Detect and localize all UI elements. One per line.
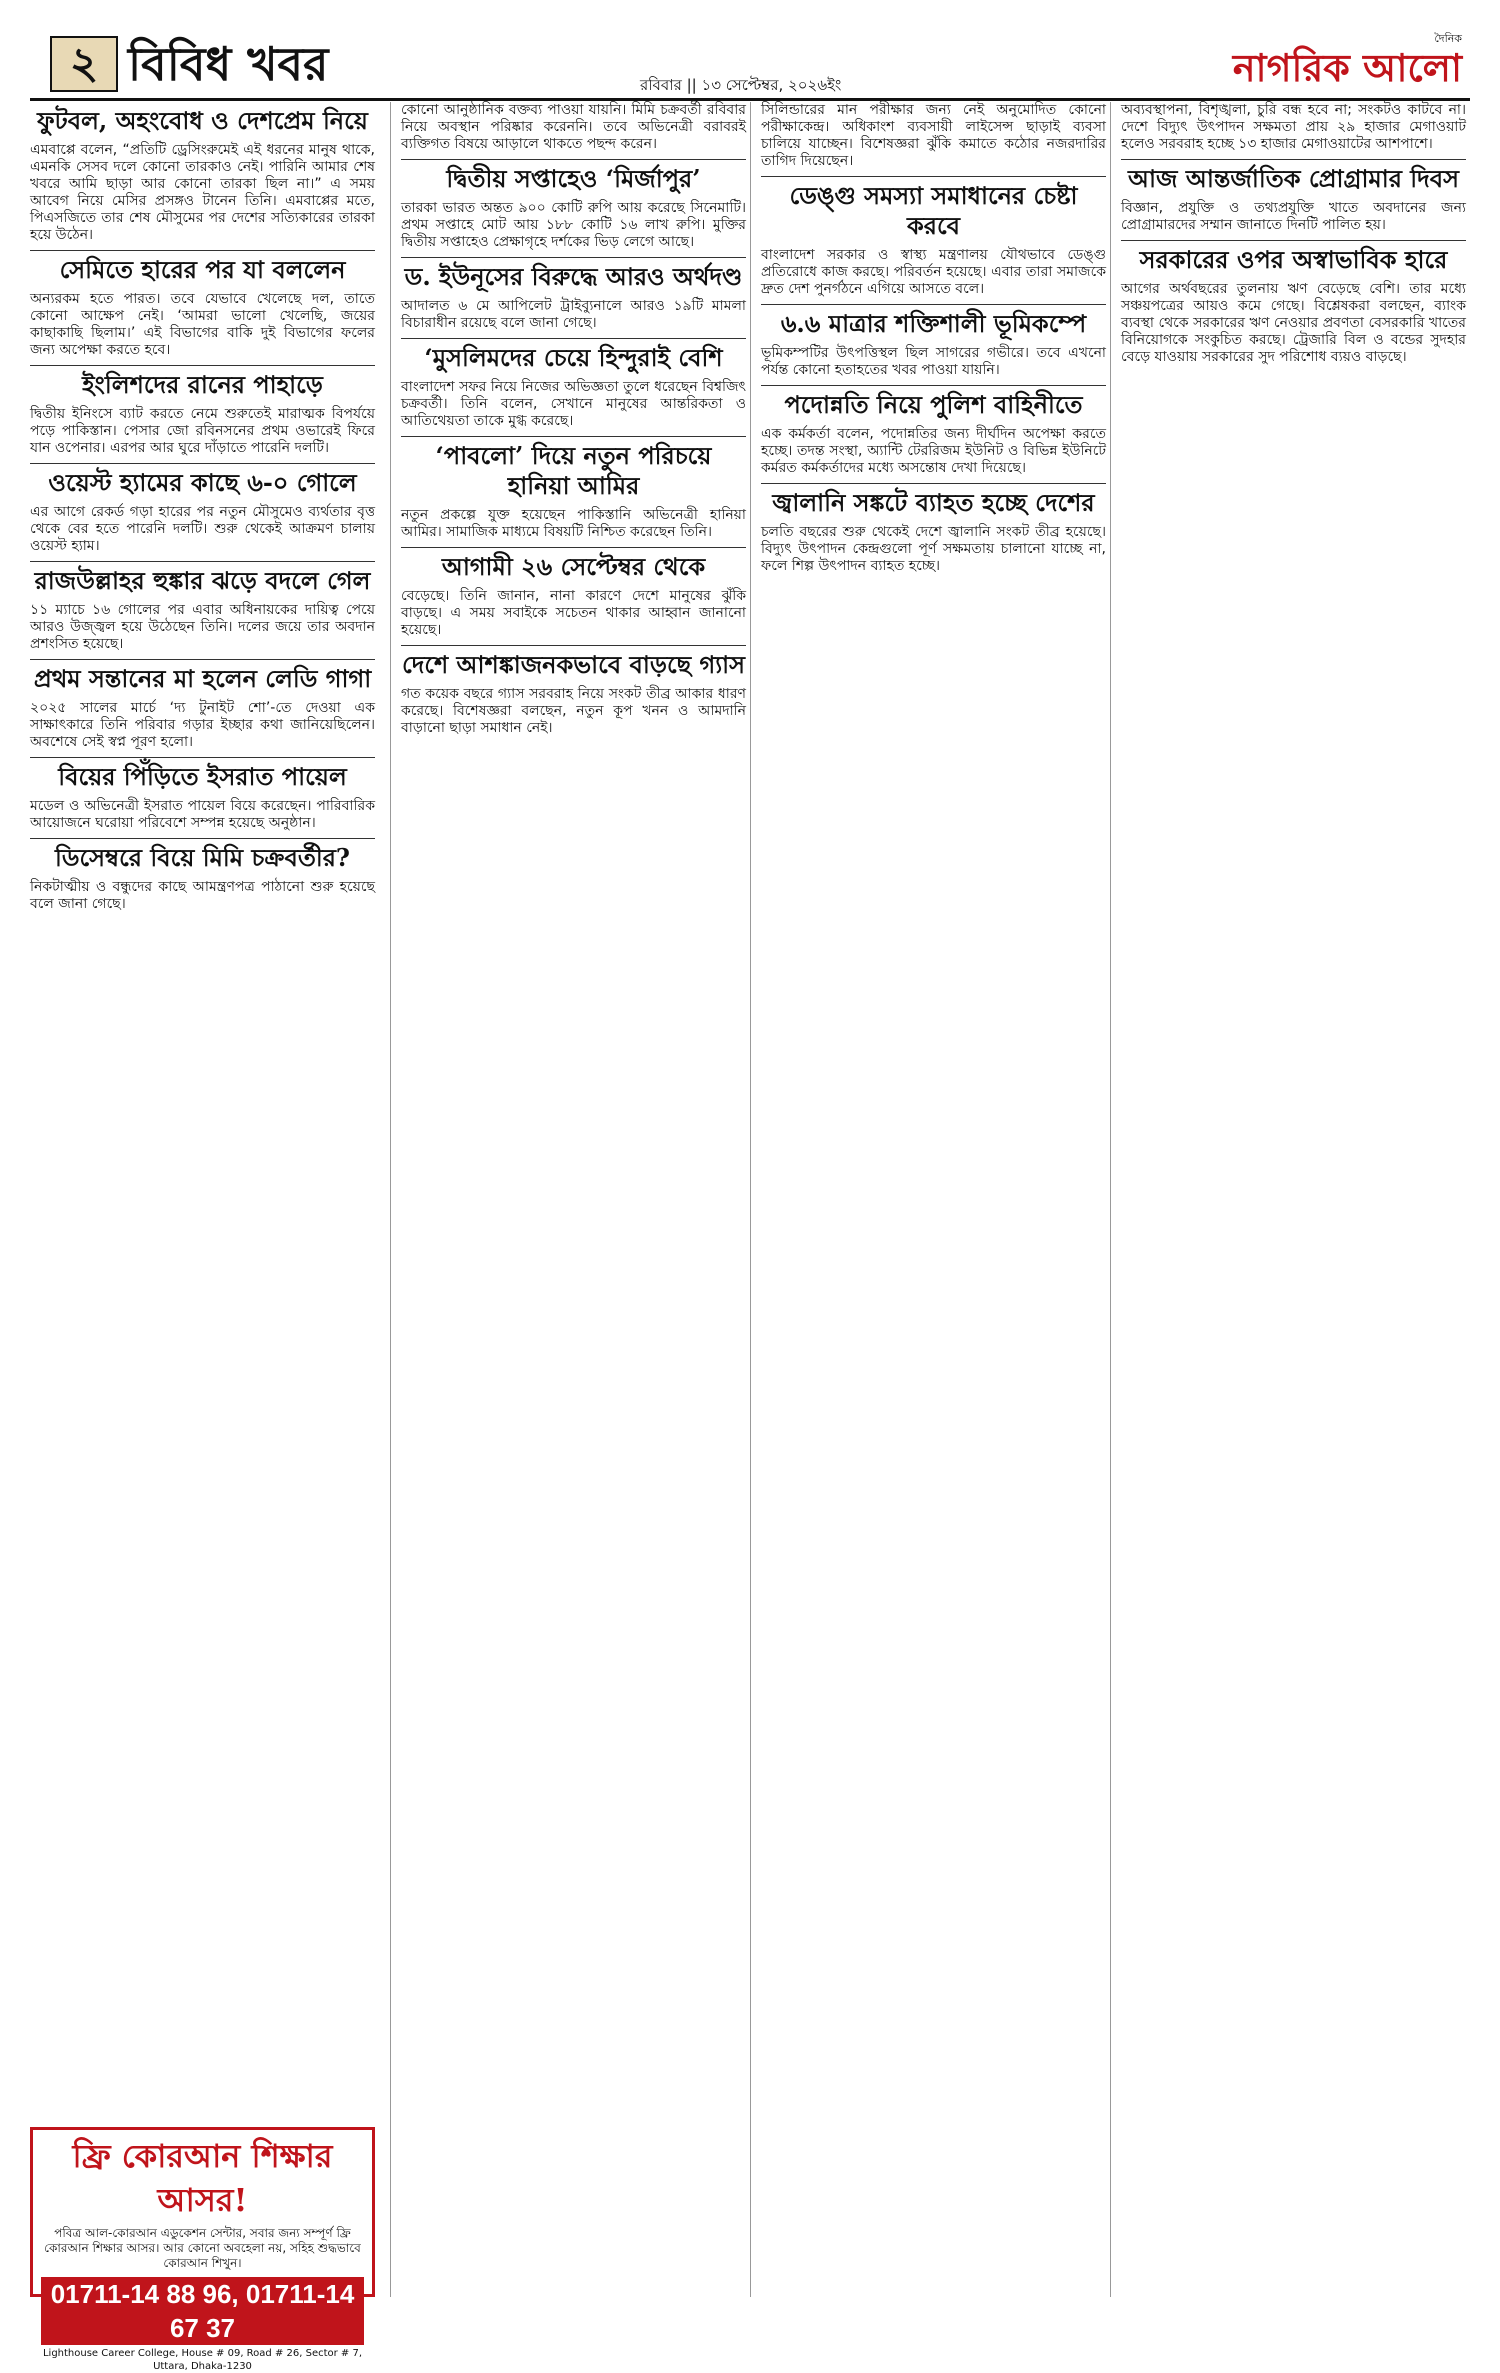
column-1: [30, 102, 375, 2372]
date-line: রবিবার || ১৩ সেপ্টেম্বর, ২০২৬ইং: [640, 76, 842, 94]
headline: আজ আন্তর্জাতিক প্রোগ্রামার দিবস: [1121, 159, 1466, 194]
article-body: বেড়েছে। তিনি জানান, নানা কারণে দেশে মানুষের ঝুঁকি বাড়ছে। এ সময় সবাইকে সচেতন থাকার আহ্বান জানানো হয়েছে।: [401, 588, 746, 638]
headline: জ্বালানি সঙ্কটে ব্যাহত হচ্ছে দেশের: [761, 483, 1106, 518]
column-4: [1110, 102, 1466, 2297]
article-body: এক কর্মকর্তা বলেন, পদোন্নতির জন্য দীর্ঘদিন অপেক্ষা করতে হচ্ছে। তদন্ত সংস্থা, অ্যান্টি টেররিজম ইউনিট ও বিভিন্ন ইউনিটে কর্মরত কর্মকর্তাদের মধ্যে অসন্তোষ দেখা দিয়েছে।: [761, 426, 1106, 476]
article-body: নতুন প্রকল্পে যুক্ত হয়েছেন পাকিস্তানি অভিনেত্রী হানিয়া আমির। সামাজিক মাধ্যমে বিষয়টি নিশ্চিত করেছেন তিনি।: [401, 507, 746, 540]
headline: পদোন্নতি নিয়ে পুলিশ বাহিনীতে: [761, 385, 1106, 420]
article-body: চলতি বছরের শুরু থেকেই দেশে জ্বালানি সংকট তীব্র হয়েছে। বিদ্যুৎ উৎপাদন কেন্দ্রগুলো পূর্ণ সক্ষমতায় চালানো যাচ্ছে না, ফলে শিল্প উৎপাদন ব্যাহত হচ্ছে।: [761, 524, 1106, 574]
article-body: আগের অর্থবছরের তুলনায় ঋণ বেড়েছে বেশি। তার মধ্যে সঞ্চয়পত্রের আয়ও কমে গেছে। বিশ্লেষকরা বলছেন, ব্যাংক ব্যবস্থা থেকে সরকারের ঋণ নেওয়ার প্রবণতা বেসরকারি খাতের বিনিয়োগকে সংকুচিত করছে। ট্রেজারি বিল ও বন্ডের সুদহার বেড়ে যাওয়ায় সরকারের সুদ পরিশোধ ব্যয়ও বাড়ছে।: [1121, 281, 1466, 365]
ad-body: পবিত্র আল-কোরআন এডুকেশন সেন্টার, সবার জন্য সম্পূর্ণ ফ্রি কোরআন শিক্ষার আসর। আর কোনো অবহেলা নয়, সহিহ শুদ্ধভাবে কোরআন শিখুন।: [44, 2226, 361, 2270]
headline: ড. ইউনূসের বিরুদ্ধে আরও অর্থদণ্ড: [401, 257, 746, 292]
column-2: [390, 102, 746, 2297]
logo-name: নাগরিক আলো: [1232, 45, 1462, 90]
newspaper-logo: [1232, 32, 1462, 92]
logo-tagline: দৈনিক: [1434, 32, 1462, 45]
article-body: বাংলাদেশ সরকার ও স্বাস্থ্য মন্ত্রণালয় যৌথভাবে ডেঙ্গু প্রতিরোধে কাজ করছে। পরিবর্তন হয়েছে। এবার তারা সমাজকে দ্রুত দেশ পুনর্গঠনে এগিয়ে আসতে বলে।: [761, 247, 1106, 297]
column-3: [750, 102, 1106, 2297]
page-number: ২: [50, 36, 118, 92]
article-body: এমবাপ্পে বলেন, “প্রতিটি ড্রেসিংরুমেই এই ধরনের মানুষ থাকে, এমনকি সেসব দলে কোনো তারকাও নেই। পারিনি আমার শেষ খবরে আমি ছাড়া আর কোনো তারকা ছিল না।” এ সময় আবেগ নিয়ে মেসির প্রসঙ্গও টানেন তিনি। এমবাপ্পের মতে, পিএসজিতে তার শেষ মৌসুমের পর দেশের সত্যিকারের তারকা হয়ে উঠেন।: [30, 142, 375, 243]
article-body: ১১ ম্যাচে ১৬ গোলের পর এবার অধিনায়কের দায়িত্ব পেয়ে আরও উজ্জ্বল হয়ে উঠেছেন তিনি। দলের জয়ে তার অবদান প্রশংসিত হয়েছে।: [30, 602, 375, 652]
headline: ডিসেম্বরে বিয়ে মিমি চক্রবর্তীর?: [30, 838, 375, 873]
article-body: বাংলাদেশ সফর নিয়ে নিজের অভিজ্ঞতা তুলে ধরেছেন বিশ্বজিৎ চক্রবর্তী। তিনি বলেন, সেখানে মানুষের আন্তরিকতা ও আতিথেয়তা তাকে মুগ্ধ করেছে।: [401, 379, 746, 429]
article-body: এর আগে রেকর্ড গড়া হারের পর নতুন মৌসুমেও ব্যর্থতার বৃত্ত থেকে বের হতে পারেনি দলটি। শুরু থেকেই আক্রমণ চালায় ওয়েস্ট হ্যাম।: [30, 504, 375, 554]
article-body: দ্বিতীয় ইনিংসে ব্যাট করতে নেমে শুরুতেই মারাত্মক বিপর্যয়ে পড়ে পাকিস্তান। পেসার জো রবিনসনের প্রথম ওভারেই ফিরে যান ওপেনার। এরপর আর ঘুরে দাঁড়াতে পারেনি দলটি।: [30, 406, 375, 456]
article-body: সিলিন্ডারের মান পরীক্ষার জন্য নেই অনুমোদিত কোনো পরীক্ষাকেন্দ্র। অধিকাংশ ব্যবসায়ী লাইসেন্স ছাড়াই ব্যবসা চালিয়ে যাচ্ছেন। বিশেষজ্ঞরা ঝুঁকি কমাতে কঠোর নজরদারির তাগিদ দিয়েছেন।: [761, 102, 1106, 169]
headline: ডেঙ্গু সমস্যা সমাধানের চেষ্টা করবে: [761, 176, 1106, 241]
headline: সরকারের ওপর অস্বাভাবিক হারে: [1121, 240, 1466, 275]
headline: বিয়ের পিঁড়িতে ইসরাত পায়েল: [30, 757, 375, 792]
ad-title: ফ্রি কোরআন শিক্ষার আসর!: [33, 2134, 372, 2222]
article-body: অব্যবস্থাপনা, বিশৃঙ্খলা, চুরি বন্ধ হবে না; সংকটও কাটবে না। দেশে বিদ্যুৎ উৎপাদন সক্ষমতা প্রায় ২৯ হাজার মেগাওয়াট হলেও সরবরাহ হচ্ছে ১৩ হাজার মেগাওয়াটের আশপাশে।: [1121, 102, 1466, 152]
headline: ‘পাবলো’ দিয়ে নতুন পরিচয়ে হানিয়া আমির: [401, 436, 746, 501]
article-body: নিকটাত্মীয় ও বন্ধুদের কাছে আমন্ত্রণপত্র পাঠানো শুরু হয়েছে বলে জানা গেছে।: [30, 879, 375, 912]
headline: ৬.৬ মাত্রার শক্তিশালী ভূমিকম্পে: [761, 304, 1106, 339]
headline: দ্বিতীয় সপ্তাহেও ‘মির্জাপুর’: [401, 159, 746, 194]
article-body: গত কয়েক বছরে গ্যাস সরবরাহ নিয়ে সংকট তীব্র আকার ধারণ করেছে। বিশেষজ্ঞরা বলছেন, নতুন কূপ খনন ও আমদানি বাড়ানো ছাড়া সমাধান নেই।: [401, 686, 746, 736]
headline: রাজউল্লাহর হুঙ্কার ঝড়ে বদলে গেল: [30, 561, 375, 596]
article-body: ২০২৫ সালের মার্চে ‘দ্য টুনাইট শো’-তে দেওয়া এক সাক্ষাৎকারে তিনি পরিবার গড়ার ইচ্ছার কথা জানিয়েছিলেন। অবশেষে সেই স্বপ্ন পূরণ হলো।: [30, 700, 375, 750]
section-title: বিবিধ খবর: [128, 37, 329, 91]
masthead: [30, 28, 1470, 101]
article-body: অন্যরকম হতে পারত। তবে যেভাবে খেলেছে দল, তাতে কোনো আক্ষেপ নেই। ‘আমরা ভালো খেলেছি, জয়ের কাছাকাছি ছিলাম।’ এই বিভাগের বাকি দুই বিভাগের ফলের জন্য অপেক্ষা করতে হবে।: [30, 291, 375, 358]
headline: ফুটবল, অহংবোধ ও দেশপ্রেম নিয়ে: [37, 106, 368, 135]
article-columns: [30, 102, 1470, 2372]
article-body: ভূমিকম্পটির উৎপত্তিস্থল ছিল সাগরের গভীরে। তবে এখনো পর্যন্ত কোনো হতাহতের খবর পাওয়া যায়নি।: [761, 345, 1106, 378]
headline: সেমিতে হারের পর যা বললেন: [30, 250, 375, 285]
article-body: আদালত ৬ মে আপিলেট ট্রাইব্যুনালে আরও ১৯টি মামলা বিচারাধীন রয়েছে বলে জানা গেছে।: [401, 298, 746, 331]
headline: দেশে আশঙ্কাজনকভাবে বাড়ছে গ্যাস: [401, 645, 746, 680]
headline: প্রথম সন্তানের মা হলেন লেডি গাগা: [30, 659, 375, 694]
article-body: কোনো আনুষ্ঠানিক বক্তব্য পাওয়া যায়নি। মিমি চক্রবর্তী রবিবার নিয়ে অবস্থান পরিষ্কার করেননি। তবে অভিনেত্রী বরাবরই ব্যক্তিগত বিষয়ে আড়ালে থাকতে পছন্দ করেন।: [401, 102, 746, 152]
quran-class-advertisement: [30, 2127, 375, 2372]
article-body: তারকা ভারত অন্তত ৯০০ কোটি রুপি আয় করেছে সিনেমাটি। প্রথম সপ্তাহে মোট আয় ১৮৮ কোটি ১৬ লাখ রুপি। মুক্তির দ্বিতীয় সপ্তাহেও প্রেক্ষাগৃহে দর্শকের ভিড় লেগে আছে।: [401, 200, 746, 250]
article-body: মডেল ও অভিনেত্রী ইসরাত পায়েল বিয়ে করেছেন। পারিবারিক আয়োজনে ঘরোয়া পরিবেশে সম্পন্ন হয়েছে অনুষ্ঠান।: [30, 798, 375, 831]
headline: ওয়েস্ট হ্যামের কাছে ৬-০ গোলে: [30, 463, 375, 498]
article-body: বিজ্ঞান, প্রযুক্তি ও তথ্যপ্রযুক্তি খাতে অবদানের জন্য প্রোগ্রামারদের সম্মান জানাতে দিনটি পালিত হয়।: [1121, 200, 1466, 233]
headline: আগামী ২৬ সেপ্টেম্বর থেকে: [401, 547, 746, 582]
headline: ইংলিশদের রানের পাহাড়ে: [30, 365, 375, 400]
ad-phone: 01711-14 88 96, 01711-14 67 37: [41, 2277, 364, 2345]
headline: ‘মুসলিমদের চেয়ে হিন্দুরাই বেশি: [401, 338, 746, 373]
ad-address: Lighthouse Career College, House # 09, Road # 26, Sector # 7, Uttara, Dhaka-1230: [42, 2348, 363, 2372]
